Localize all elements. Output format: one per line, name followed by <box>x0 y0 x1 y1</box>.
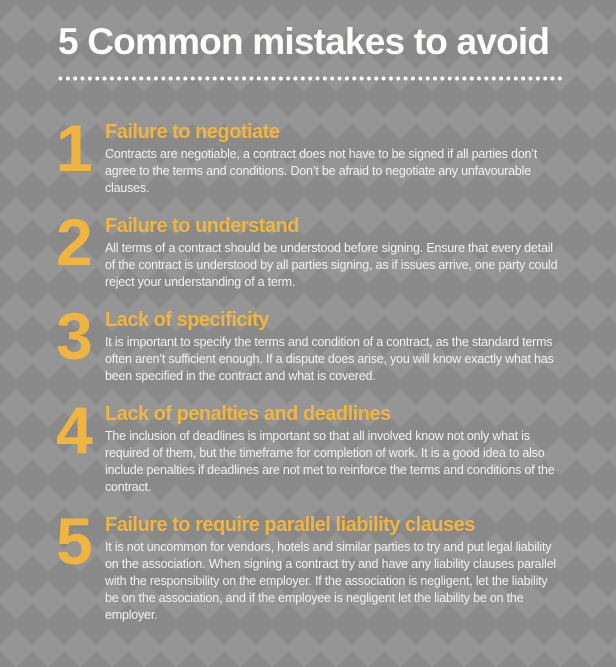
dotted-divider <box>58 76 563 81</box>
item-content <box>105 310 561 385</box>
mistake-item-4 <box>56 393 561 496</box>
mistake-item-3 <box>56 299 561 385</box>
item-heading: Failure to require parallel liability clauses <box>105 514 475 536</box>
item-body: Contracts are negotiable, a contract does not have to be signed if all parties don’t agree to the terms and conditions. Don’t be afraid to negotiate any unfavourable clauses. <box>105 147 538 195</box>
item-number: 4 <box>56 393 91 467</box>
item-number: 2 <box>56 205 91 279</box>
mistake-item-5 <box>56 504 561 624</box>
item-content <box>105 515 561 624</box>
item-body: It is important to specify the terms and condition of a contract, as the standard terms often aren’t sufficient enough. If a dispute does arise, you will know exactly what has been specified in the contract and what is covered. <box>105 335 554 383</box>
mistake-item-1 <box>56 111 561 197</box>
item-heading: Failure to negotiate <box>105 121 280 143</box>
item-number: 3 <box>56 299 91 373</box>
item-number: 1 <box>56 111 91 185</box>
item-body: It is not uncommon for vendors, hotels and similar parties to try and put legal liability on the association. When signing a contract try and have any liability clauses parallel with the responsibility on the employer. If the association is negligent, let the liability be on the association, and if the employee is negligent let the liability be on the employer. <box>105 540 556 622</box>
item-content <box>105 216 561 291</box>
item-heading: Lack of penalties and deadlines <box>105 403 391 425</box>
page-title: 5 Common mistakes to avoid <box>58 21 550 62</box>
item-content <box>105 404 561 496</box>
item-body: All terms of a contract should be understood before signing. Ensure that every detail of the contract is understood by all parties signing, as if issues arrive, one party could reject your understanding of a term. <box>105 241 558 289</box>
mistakes-list <box>0 111 616 624</box>
item-heading: Lack of specificity <box>105 309 269 331</box>
item-number: 5 <box>56 504 91 578</box>
item-heading: Failure to understand <box>105 215 299 237</box>
mistake-item-2 <box>56 205 561 291</box>
item-body: The inclusion of deadlines is important so that all involved know not only what is required of them, but the timeframe for completion of work. It is a good idea to also include penalties if deadlines are not met to reinforce the terms and conditions of the contract. <box>105 429 555 494</box>
item-content <box>105 122 561 197</box>
